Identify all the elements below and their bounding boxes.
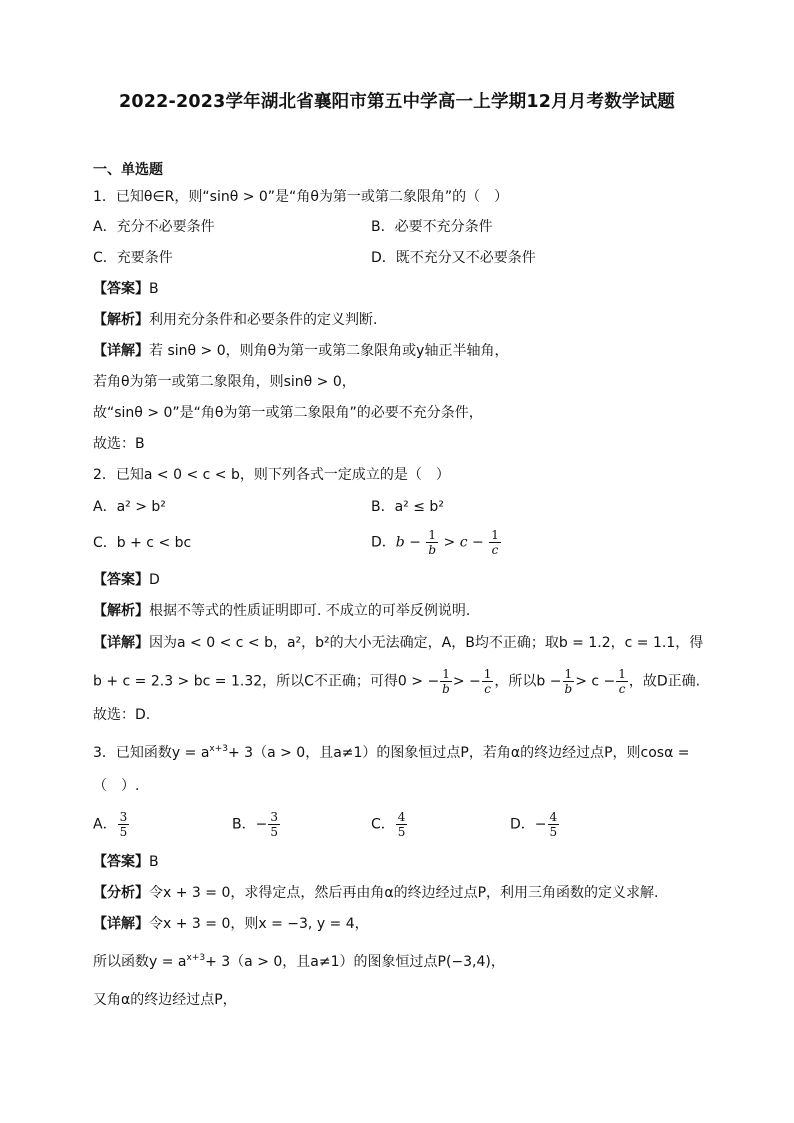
option-label: C． (371, 816, 395, 833)
fraction-denominator: c (618, 682, 626, 696)
q3-option-a (93, 810, 130, 839)
expr-part: > c − (443, 534, 484, 551)
answer-tag: 【答案】 (93, 572, 149, 588)
fraction (482, 667, 494, 696)
answer-value: B (149, 281, 159, 297)
q1-option-c: C．充要条件 (93, 250, 173, 266)
analysis-text: 根据不等式的性质证明即可. 不成立的可举反例说明. (149, 603, 471, 619)
q2-option-c: C．b + c < bc (93, 535, 192, 551)
fraction-denominator: b (428, 543, 437, 557)
q3-option-b (232, 810, 281, 839)
section-heading: 一、单选题 (93, 162, 163, 178)
q1-option-d: D．既不充分又不必要条件 (371, 250, 536, 266)
fraction-numerator: 3 (270, 810, 278, 824)
expr-part: b − (395, 534, 421, 551)
fraction-numerator: 1 (483, 667, 492, 681)
fraction-denominator: 5 (549, 825, 558, 839)
q3-detail-1 (93, 914, 369, 934)
fraction (489, 528, 501, 557)
q2-stem: 2．已知a < 0 < c < b，则下列各式一定成立的是（ ） (93, 467, 450, 483)
q2-analysis (93, 601, 470, 621)
analysis-tag: 【分析】 (93, 885, 149, 901)
q1-choose: 故选：B (93, 436, 145, 452)
detail-text: ，所以b − (494, 673, 562, 690)
q2-option-b: B．a² ≤ b² (371, 499, 444, 515)
fraction (268, 810, 280, 839)
analysis-text: 令x + 3 = 0，求得定点，然后再由角α的终边经过点P，利用三角函数的定义求解. (149, 885, 659, 901)
stem-text: 3．已知函数y = a (93, 745, 210, 761)
q2-option-d (371, 528, 502, 557)
page-title: 2022-2023学年湖北省襄阳市第五中学高一上学期12月月考数学试题 (118, 92, 676, 112)
answer-tag: 【答案】 (93, 281, 149, 297)
fraction-numerator: 3 (119, 810, 128, 824)
fraction-denominator: 5 (270, 825, 278, 839)
option-label: B．− (232, 816, 268, 833)
q1-answer (93, 279, 159, 299)
fraction (426, 528, 438, 557)
q3-stem-cont: （ ）. (93, 778, 140, 794)
fraction-numerator: 1 (440, 667, 452, 682)
fraction (548, 810, 560, 839)
detail-text: 所以函数y = a (93, 954, 187, 970)
q2-detail-2 (93, 667, 700, 696)
q2-answer (93, 570, 160, 590)
option-label: D． (371, 534, 396, 551)
detail-text: ，故D正确. (628, 673, 701, 690)
q1-option-a: A．充分不必要条件 (93, 219, 215, 235)
fraction (118, 810, 130, 839)
q1-stem: 1．已知θ∈R，则“sinθ > 0”是“角θ为第一或第二象限角”的（ ） (93, 189, 509, 205)
fraction-numerator: 4 (549, 810, 558, 824)
fraction-numerator: 1 (563, 667, 575, 682)
q1-option-b: B．必要不充分条件 (371, 219, 493, 235)
fraction (616, 667, 628, 696)
q2-detail-1 (93, 633, 703, 653)
detail-text: 因为a < 0 < c < b，a²，b²的大小无法确定，A，B均不正确；取b = 1.2，c = 1.1，得 (149, 635, 704, 651)
detail-text: b + c = 2.3 > bc = 1.32，所以C不正确；可得0 > − (93, 673, 440, 690)
detail-text: 令x + 3 = 0，则x = −3, y = 4， (149, 916, 369, 932)
analysis-tag: 【解析】 (93, 603, 149, 619)
detail-text: > − (452, 673, 481, 690)
fraction (396, 810, 408, 839)
option-label: A． (93, 816, 117, 833)
fraction-denominator: b (442, 682, 450, 696)
stem-text: + 3（a > 0，且a≠1）的图象恒过点P，若角α的终边经过点P，则cosα = (228, 745, 690, 761)
answer-tag: 【答案】 (93, 854, 149, 870)
q1-detail-2: 若角θ为第一或第二象限角，则sinθ > 0， (93, 374, 356, 390)
q2-choose: 故选：D. (93, 707, 151, 723)
fraction-numerator: 1 (618, 667, 626, 681)
exponent: x+3 (186, 953, 206, 963)
q1-detail-3: 故“sinθ > 0”是“角θ为第一或第二象限角”的必要不充分条件， (93, 405, 483, 421)
detail-text: > c − (575, 673, 616, 690)
option-label: D．− (510, 816, 547, 833)
fraction (440, 667, 452, 696)
fraction-numerator: 1 (426, 528, 438, 543)
exponent: x+3 (209, 744, 228, 754)
q2-option-a: A．a² > b² (93, 499, 166, 515)
fraction-denominator: c (484, 682, 491, 696)
fraction (563, 667, 575, 696)
q3-stem (93, 743, 690, 763)
q1-analysis (93, 310, 377, 330)
q3-option-c (371, 810, 408, 839)
q3-detail-3: 又角α的终边经过点P， (93, 992, 237, 1008)
detail-tag: 【详解】 (93, 635, 149, 651)
fraction-denominator: c (491, 543, 499, 557)
q3-answer (93, 852, 159, 872)
fraction-numerator: 4 (397, 810, 406, 824)
fraction-denominator: 5 (119, 825, 128, 839)
detail-tag: 【详解】 (93, 343, 149, 359)
fraction-denominator: 5 (397, 825, 406, 839)
fraction-denominator: b (564, 682, 573, 696)
q3-detail-2 (93, 952, 505, 972)
q3-option-d (510, 810, 560, 839)
analysis-text: 利用充分条件和必要条件的定义判断. (149, 312, 378, 328)
analysis-tag: 【解析】 (93, 312, 149, 328)
detail-text: 若 sinθ > 0，则角θ为第一或第二象限角或y轴正半轴角， (149, 343, 509, 359)
detail-tag: 【详解】 (93, 916, 149, 932)
answer-value: B (149, 854, 159, 870)
q1-detail-1 (93, 341, 508, 361)
q3-analysis (93, 883, 658, 903)
fraction-numerator: 1 (491, 528, 499, 542)
answer-value: D (149, 572, 160, 588)
detail-text: + 3（a > 0，且a≠1）的图象恒过点P(−3,4)， (205, 954, 505, 970)
